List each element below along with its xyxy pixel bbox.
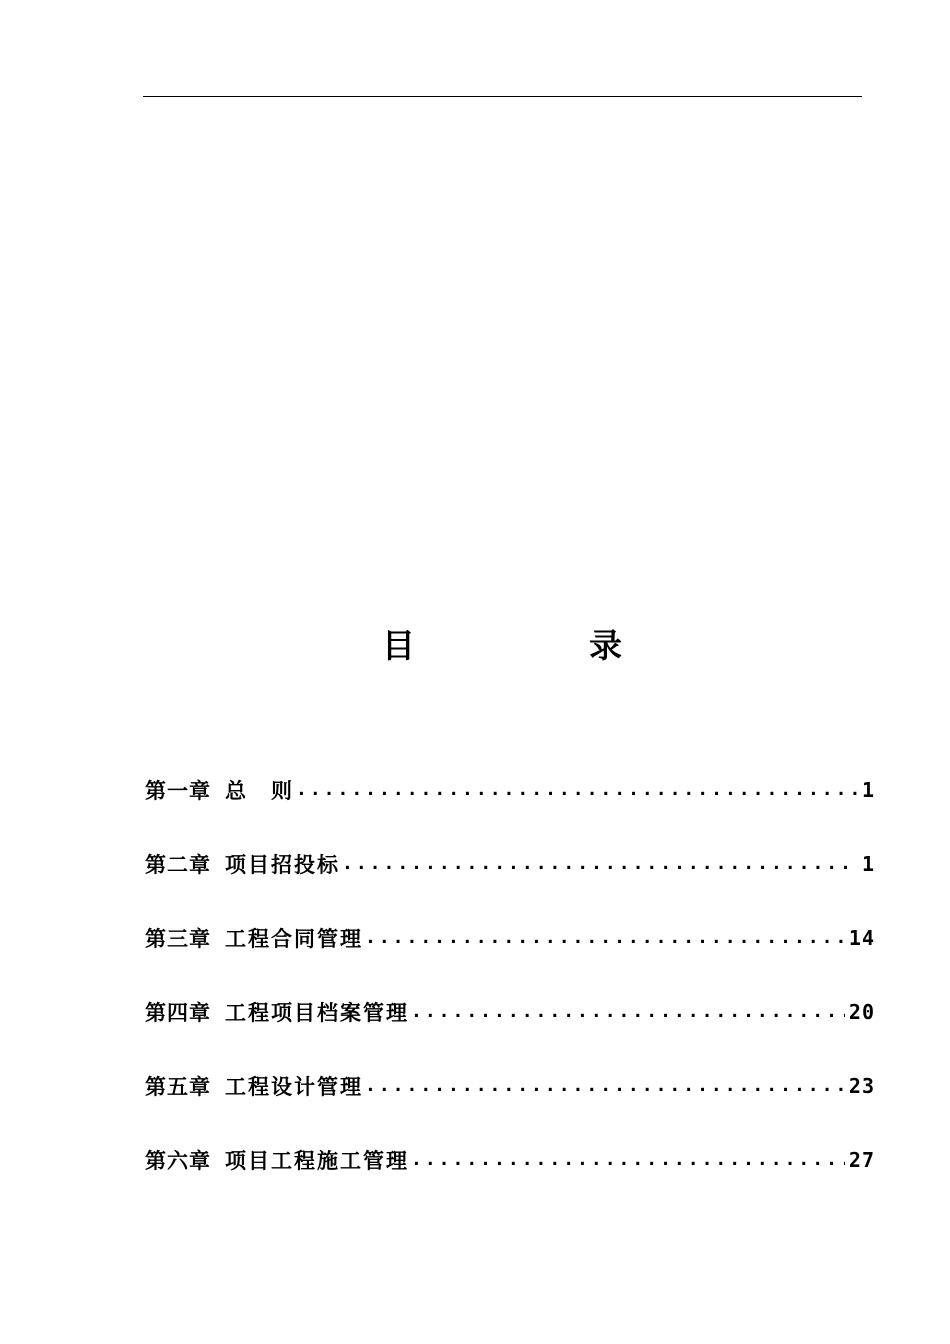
toc-chapter-number: 第六章: [145, 1149, 211, 1173]
toc-entry-chapter-4[interactable]: [145, 990, 875, 1034]
toc-title-char-1: 目: [382, 626, 415, 665]
toc-chapter-number: 第五章: [145, 1075, 211, 1099]
toc-entry-chapter-6[interactable]: [145, 1138, 875, 1182]
toc-title-char-2: 录: [589, 626, 622, 665]
toc-dot-leader: [411, 1138, 845, 1182]
toc-chapter-title: 工程设计管理: [225, 1075, 363, 1099]
toc-entry-chapter-5[interactable]: [145, 1064, 875, 1108]
toc-dot-leader: [365, 1064, 845, 1108]
toc-dot-leader: [411, 990, 845, 1034]
toc-page-number: 14: [848, 926, 875, 950]
toc-dot-leader: [365, 916, 845, 960]
toc-entry-chapter-2[interactable]: [145, 842, 875, 886]
toc-page-number: 20: [848, 1000, 875, 1024]
toc-chapter-title: 工程合同管理: [225, 927, 363, 951]
toc-chapter-number: 第三章: [145, 927, 211, 951]
toc-page-number: 27: [848, 1148, 875, 1172]
toc-page-number: 1: [861, 852, 875, 876]
toc-entry-chapter-1[interactable]: [145, 768, 875, 812]
toc-chapter-title: 项目招投标: [225, 853, 340, 877]
toc-chapter-title: 项目工程施工管理: [225, 1149, 409, 1173]
toc-chapter-title: 总 则: [225, 779, 294, 803]
toc-chapter-number: 第四章: [145, 1001, 211, 1025]
toc-chapter-number: 第一章: [145, 779, 211, 803]
toc-page-number: 1: [861, 778, 875, 802]
toc-title: [0, 618, 950, 674]
header-rule: [143, 96, 862, 97]
toc-chapter-number: 第二章: [145, 853, 211, 877]
toc-page-number: 23: [848, 1074, 875, 1098]
toc-chapter-title: 工程项目档案管理: [225, 1001, 409, 1025]
toc-dot-leader: [342, 842, 858, 886]
toc-entry-chapter-3[interactable]: [145, 916, 875, 960]
toc-dot-leader: [296, 768, 858, 812]
